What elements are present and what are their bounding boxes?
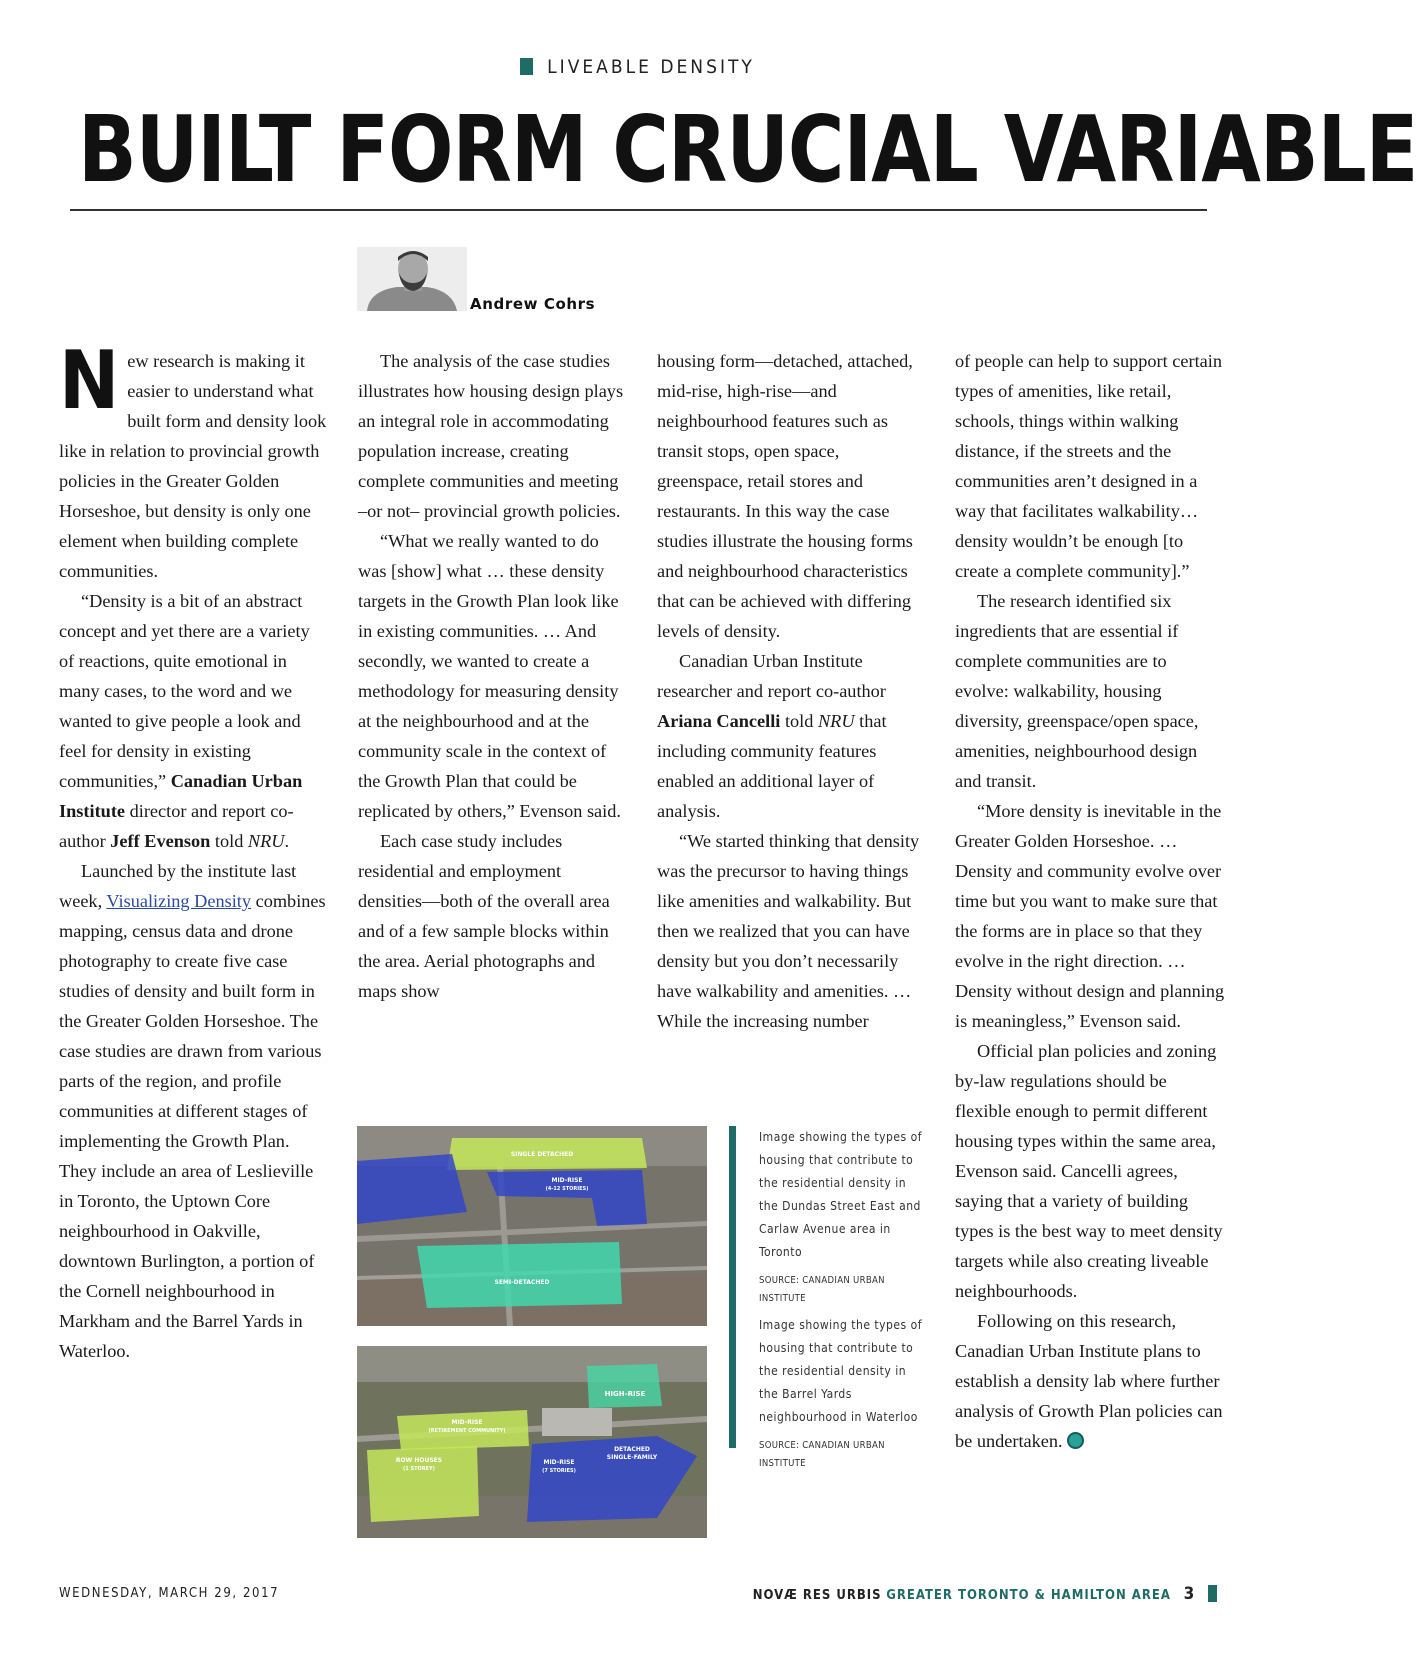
text-run: that including community features enabled an additional layer of analysis. [657, 711, 887, 821]
paragraph: Official plan policies and zoning by-law regulations should be flexible enough to permit different housing types within the same area, Evenson said. Cancelli agrees, saying that a variety of building types is the best way to meet density targets while also creating liveable neighbourhoods. [955, 1041, 1223, 1301]
publication-name: NRU [817, 711, 855, 731]
paragraph [657, 646, 927, 826]
publication-name: NRU [247, 831, 285, 851]
label-row-houses: ROW HOUSES [395, 1457, 443, 1464]
paragraph: The analysis of the case studies illustrates how housing design plays an integral role in accommodating population increase, creating complete communities and meeting –or not– provincial growth policies. [358, 351, 624, 521]
kicker-square-icon [520, 58, 533, 75]
paragraph: The research identified six ingredients that are essential if complete communities are to evolve: walkability, housing diversity, greenspace/open space, amenities, neighbourhood design and transit. [955, 591, 1199, 791]
author-byline: Andrew Cohrs [470, 295, 596, 313]
end-of-article-icon [1067, 1432, 1084, 1449]
text-run: told [210, 831, 248, 851]
footer-date: WEDNESDAY, MARCH 29, 2017 [59, 1586, 280, 1601]
footer-square-icon [1208, 1585, 1217, 1602]
photo-caption-2 [759, 1314, 924, 1473]
text-run: combines mapping, census data and drone photography to create five case studies of density and built form in the Greater Golden Horseshoe. The case studies are drawn from various parts of the region, and profile communities at different stages of implementing the Growth Plan. They include an area of Leslieville in Toronto, the Uptown Core neighbourhood in Oakville, downtown Burlington, a portion of the Cornell neighbourhood in Markham and the Barrel Yards in Waterloo. [59, 891, 326, 1361]
text-run: Canadian Urban Institute researcher and report co-author [657, 651, 886, 701]
paragraph: ew research is making it easier to understand what built form and density look like in relation to provincial growth policies in the Greater Golden Horseshoe, but density is only one element when building complete communities. [59, 351, 327, 581]
text-run: Following on this research, Canadian Urban Institute plans to establish a density lab where further analysis of Growth Plan policies can be undertaken. [955, 1311, 1223, 1451]
page-number: 3 [1183, 1584, 1196, 1604]
paragraph: housing form—detached, attached, mid-rise, high-rise—and neighbourhood features such as transit stops, open space, greenspace, retail stores and restaurants. In this way the case studies illustrate the housing forms and neighbourhood characteristics that can be achieved with differing levels of density. [657, 351, 913, 641]
paragraph: of people can help to support certain types of amenities, like retail, schools, things within walking distance, if the streets and the communities aren’t designed in a way that facilitates walkability… density wouldn’t be enough [to create a complete community].” [955, 351, 1223, 581]
visualizing-density-link[interactable]: Visualizing Density [106, 891, 252, 911]
article-column-3 [657, 346, 927, 1036]
text-run: director and report co-author [59, 801, 294, 851]
label-mid-rise-7-sub: (7 STORIES) [542, 1468, 576, 1474]
paragraph [59, 586, 329, 856]
person-name: Ariana Cancelli [657, 711, 781, 731]
label-mid-rise-retirement: MID-RISE [451, 1419, 483, 1426]
label-mid-rise-sub: (4-12 STORIES) [545, 1186, 589, 1192]
footer-publication: NOVÆ RES URBIS [752, 1588, 882, 1603]
article-column-2 [358, 346, 628, 1006]
label-detached: DETACHED [614, 1446, 650, 1453]
article-column-1 [59, 334, 329, 1366]
caption-text: Image showing the types of housing that contribute to the residential density in the Barrel Yards neighbourhood in Waterloo [759, 1318, 922, 1424]
drop-cap: N [59, 334, 120, 427]
person-name: Jeff Evenson [110, 831, 211, 851]
headline: BUILT FORM CRUCIAL VARIABLE [78, 96, 1417, 203]
caption-source: SOURCE: CANADIAN URBAN INSTITUTE [759, 1275, 885, 1304]
paragraph [955, 1306, 1225, 1456]
paragraph: Each case study includes residential and employment densities—both of the overall area and of a few sample blocks within the area. Aerial photographs and maps show [358, 831, 610, 1001]
text-run: Launched by the institute last week, [59, 861, 297, 911]
label-mid-rise: MID-RISE [551, 1177, 583, 1184]
kicker-text: LIVEABLE DENSITY [547, 56, 755, 78]
aerial-photo-waterloo [357, 1346, 707, 1538]
text-run: “Density is a bit of an abstract concept and yet there are a variety of reactions, quite emotional in many cases, to the word and we wanted to give people a look and feel for density in existing communities,” [59, 591, 310, 791]
section-kicker [0, 56, 1275, 78]
paragraph: “More density is inevitable in the Greater Golden Horseshoe. … Density and community evolve over time but you want to make sure that the forms are in place so that they evolve in the right direction. … Density without design and planning is meaningless,” Evenson said. [955, 801, 1225, 1031]
label-mid-rise-retirement-sub: (RETIREMENT COMMUNITY) [428, 1428, 506, 1434]
footer-area: GREATER TORONTO & HAMILTON AREA [886, 1588, 1171, 1603]
label-semi-detached: SEMI-DETACHED [494, 1279, 550, 1286]
paragraph [59, 856, 329, 1366]
label-detached-sub: SINGLE-FAMILY [606, 1454, 658, 1461]
headline-rule [70, 209, 1207, 211]
text-run: . [284, 831, 290, 851]
author-photo [357, 247, 467, 311]
footer-masthead [753, 1584, 1217, 1604]
org-name: Canadian Urban Institute [59, 771, 303, 821]
label-high-rise: HIGH-RISE [604, 1390, 646, 1398]
label-mid-rise-7: MID-RISE [543, 1459, 575, 1466]
text-run: told [780, 711, 818, 731]
caption-accent-bar [729, 1126, 736, 1448]
caption-source: SOURCE: CANADIAN URBAN INSTITUTE [759, 1440, 885, 1469]
photo-caption-1 [759, 1126, 924, 1308]
label-row-houses-sub: (1 STOREY) [403, 1466, 435, 1472]
paragraph: “What we really wanted to do was [show] what … these density targets in the Growth Plan look like in existing communities. … And secondly, we wanted to create a methodology for measuring density at the neighbourhood and at the community scale in the context of the Growth Plan that could be replicated by others,” Evenson said. [358, 531, 621, 821]
paragraph: “We started thinking that density was the precursor to having things like amenities and walkability. But then we realized that you can have density but you don’t necessarily have walkability and amenities. … While the increasing number [657, 831, 920, 1031]
aerial-photo-toronto [357, 1126, 707, 1326]
label-single-detached: SINGLE DETACHED [510, 1151, 574, 1158]
caption-text: Image showing the types of housing that contribute to the residential density in the Dundas Street East and Carlaw Avenue area in Toronto [759, 1130, 922, 1259]
article-column-4 [955, 346, 1225, 1456]
